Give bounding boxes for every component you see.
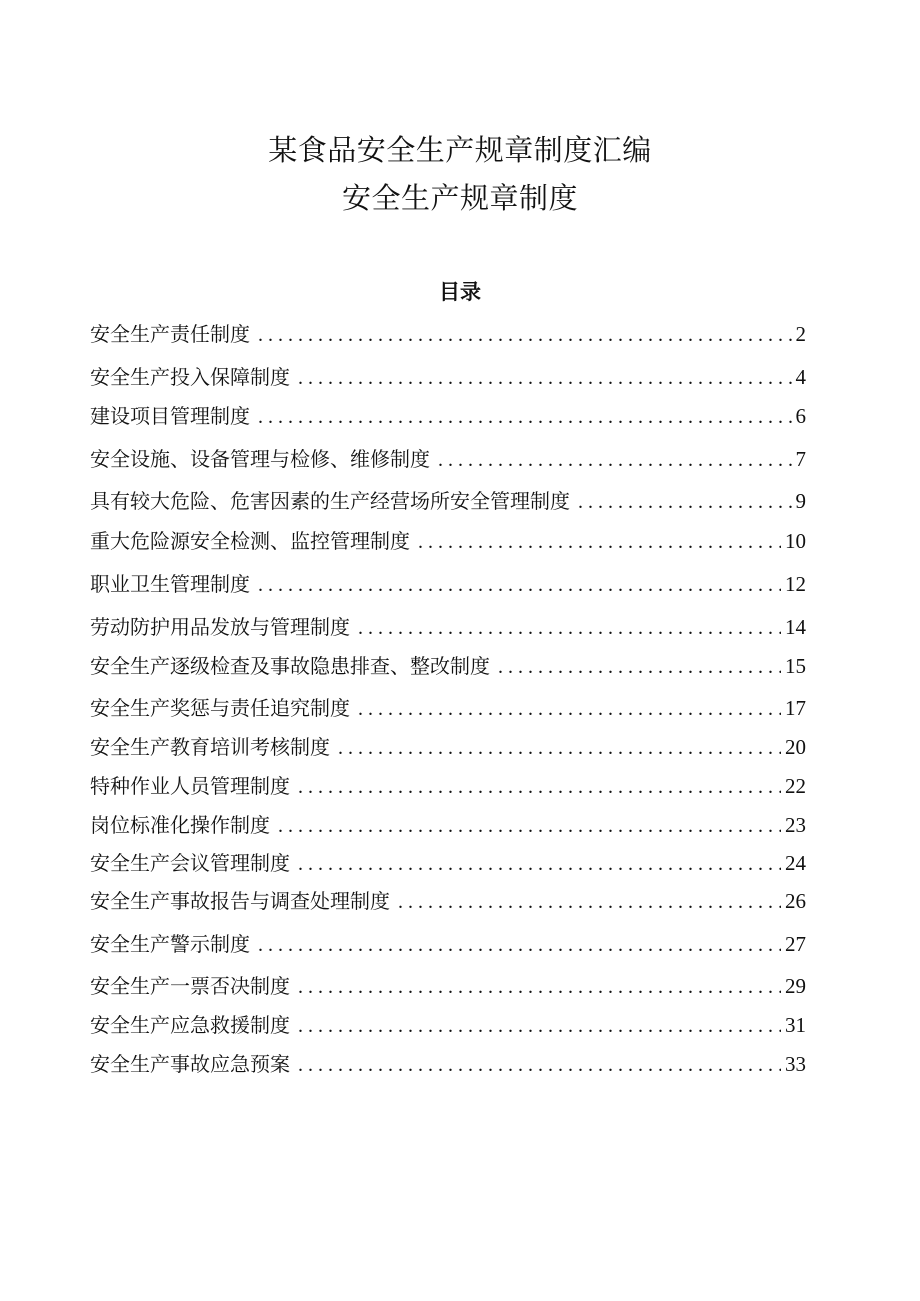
toc-entry-label: 安全生产责任制度 [90, 322, 250, 346]
toc-leader-dots [338, 737, 781, 760]
toc-entry[interactable] [90, 568, 806, 598]
toc-leader-dots [418, 531, 781, 554]
toc-entry-page-number: 31 [785, 1013, 806, 1037]
toc-leader-dots [298, 776, 781, 799]
toc-leader-dots [258, 934, 781, 957]
toc-entry[interactable] [90, 1048, 806, 1078]
toc-entry-label: 安全生产会议管理制度 [90, 851, 290, 875]
toc-leader-dots [258, 406, 792, 429]
toc-entry[interactable] [90, 1009, 806, 1039]
toc-entry-label: 安全生产教育培训考核制度 [90, 735, 330, 759]
toc-entry[interactable] [90, 525, 806, 555]
toc-leader-dots [298, 1015, 781, 1038]
toc-entry-label: 安全生产应急救援制度 [90, 1013, 290, 1037]
toc-entry-label: 安全生产警示制度 [90, 932, 250, 956]
toc-entry-page-number: 27 [785, 932, 806, 956]
toc-leader-dots [438, 449, 792, 472]
toc-entry[interactable] [90, 847, 806, 877]
toc-entry[interactable] [90, 361, 806, 391]
toc-entry-label: 职业卫生管理制度 [90, 572, 250, 596]
toc-entry-page-number: 24 [785, 851, 806, 875]
toc-entry[interactable] [90, 770, 806, 800]
toc-entry-label: 重大危险源安全检测、监控管理制度 [90, 529, 410, 553]
toc-entry-label: 安全生产逐级检查及事故隐患排查、整改制度 [90, 654, 490, 678]
toc-entry-label: 安全设施、设备管理与检修、维修制度 [90, 447, 430, 471]
toc-leader-dots [298, 976, 781, 999]
toc-leader-dots [578, 491, 792, 514]
toc-entry-page-number: 2 [795, 322, 806, 346]
toc-entry-page-number: 20 [785, 735, 806, 759]
toc-leader-dots [358, 617, 781, 640]
toc-leader-dots [498, 656, 781, 679]
toc-entry-page-number: 10 [785, 529, 806, 553]
toc-entry-label: 安全生产一票否决制度 [90, 974, 290, 998]
toc-entry[interactable] [90, 809, 806, 839]
toc-entry-label: 建设项目管理制度 [90, 404, 250, 428]
toc-entry-page-number: 29 [785, 974, 806, 998]
toc-leader-dots [298, 367, 792, 390]
toc-entry[interactable] [90, 611, 806, 641]
toc-leader-dots [298, 1054, 781, 1077]
toc-entry[interactable] [90, 928, 806, 958]
toc-entry-label: 岗位标准化操作制度 [90, 813, 270, 837]
document-subtitle: 安全生产规章制度 [341, 181, 578, 215]
toc-entry[interactable] [90, 443, 806, 473]
toc-entry-label: 特种作业人员管理制度 [90, 774, 290, 798]
document-title: 某食品安全生产规章制度汇编 [268, 133, 652, 167]
toc-entry[interactable] [90, 692, 806, 722]
toc-entry-page-number: 6 [795, 404, 806, 428]
toc-entry-page-number: 33 [785, 1052, 806, 1076]
toc-entry-page-number: 7 [795, 447, 806, 471]
toc-entry-label: 具有较大危险、危害因素的生产经营场所安全管理制度 [90, 489, 570, 513]
toc-entry[interactable] [90, 731, 806, 761]
toc-entry-page-number: 26 [785, 889, 806, 913]
toc-entry-page-number: 14 [785, 615, 806, 639]
toc-entry-page-number: 17 [785, 696, 806, 720]
toc-entry[interactable] [90, 318, 806, 348]
toc-entry-label: 安全生产事故报告与调查处理制度 [90, 889, 390, 913]
toc-leader-dots [398, 891, 781, 914]
toc-entry[interactable] [90, 400, 806, 430]
toc-entry-page-number: 4 [795, 365, 806, 389]
toc-entry-page-number: 22 [785, 774, 806, 798]
toc-leader-dots [298, 853, 781, 876]
toc-entry[interactable] [90, 485, 806, 515]
toc-entry[interactable] [90, 650, 806, 680]
toc-entry-page-number: 23 [785, 813, 806, 837]
toc-entry-label: 安全生产投入保障制度 [90, 365, 290, 389]
toc-entry-page-number: 15 [785, 654, 806, 678]
toc-leader-dots [258, 574, 781, 597]
toc-leader-dots [258, 324, 792, 347]
toc-entry-label: 安全生产奖惩与责任追究制度 [90, 696, 350, 720]
toc-entry[interactable] [90, 885, 806, 915]
toc-heading: 目录 [439, 279, 481, 304]
toc-leader-dots [358, 698, 781, 721]
toc-entry-label: 劳动防护用品发放与管理制度 [90, 615, 350, 639]
toc-entry-label: 安全生产事故应急预案 [90, 1052, 290, 1076]
toc-entry[interactable] [90, 970, 806, 1000]
toc-entry-page-number: 12 [785, 572, 806, 596]
toc-entry-page-number: 9 [795, 489, 806, 513]
toc-leader-dots [278, 815, 781, 838]
